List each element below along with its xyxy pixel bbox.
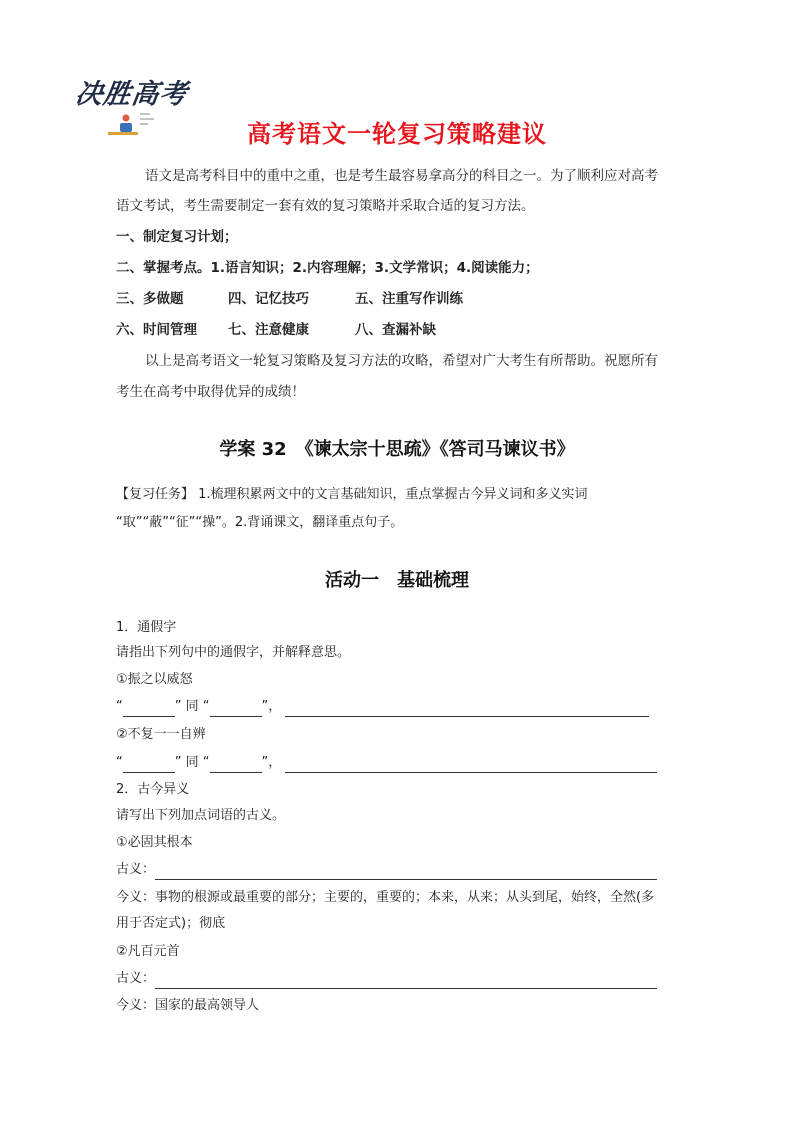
review-task-line1 <box>116 485 588 505</box>
same-as-label: 同 <box>185 755 199 770</box>
answer-row-tongjia-1: “ ” 同 “ ”， <box>116 697 649 717</box>
blank-field[interactable] <box>155 974 657 989</box>
review-task-label: 【复习任务】 <box>116 487 195 502</box>
strategy-item-5: 五、注重写作训练 <box>355 291 463 307</box>
logo-text: 决胜高考 <box>73 79 190 110</box>
blank-field[interactable] <box>210 702 262 717</box>
closing-line1: 以上是高考语文一轮复习策略及复习方法的攻略，希望对广大考生有所帮助。祝愿所有 <box>145 353 658 369</box>
strategy-item-1: 一、制定复习计划； <box>116 229 238 245</box>
answer-row-gujin-2 <box>116 969 657 989</box>
modern-meaning-1-line1: 今义：事物的根源或最重要的部分；主要的，重要的；本来，从来；从头到尾，始终，全然(多 <box>116 890 655 905</box>
intro-paragraph-line2: 语文考试，考生需要制定一套有效的复习策略并采取合适的复习方法。 <box>116 198 535 214</box>
blank-field[interactable] <box>285 702 649 717</box>
blank-field[interactable] <box>285 758 657 773</box>
strategy-item-7: 七、注意健康 <box>228 322 309 338</box>
modern-meaning-1-line2: 用于否定式)；彻底 <box>116 916 226 931</box>
review-task-line2: “取”“蔽”“征”“操”。2.背诵课文，翻译重点句子。 <box>116 515 404 530</box>
blank-field[interactable] <box>155 865 657 880</box>
lesson-title: 学案 32 《谏太宗十思疏》《答司马谏议书》 <box>219 439 575 460</box>
strategy-item-3: 三、多做题 <box>116 291 184 307</box>
closing-line2: 考生在高考中取得优异的成绩！ <box>116 384 305 400</box>
ancient-meaning-label: 古义： <box>116 971 156 986</box>
activity-title: 活动一 基础梳理 <box>325 570 469 591</box>
answer-row-gujin-1 <box>116 860 657 880</box>
blank-field[interactable] <box>123 702 175 717</box>
question-gujin-2: ②凡百元首 <box>116 944 180 959</box>
strategy-item-6: 六、时间管理 <box>116 322 197 338</box>
question-gujin-1: ①必固其根本 <box>116 835 193 850</box>
review-task-text: 1.梳理积累两文中的文言基础知识，重点掌握古今异义词和多义实词 <box>198 487 588 502</box>
strategy-item-2: 二、掌握考点。1.语言知识；2.内容理解；3.文学常识；4.阅读能力； <box>116 260 539 276</box>
modern-meaning-2: 今义：国家的最高领导人 <box>116 998 260 1013</box>
page-title: 高考语文一轮复习策略建议 <box>247 120 547 148</box>
strategy-item-4: 四、记忆技巧 <box>228 291 309 307</box>
section-tongjiazi-instruction: 请指出下列句中的通假字，并解释意思。 <box>116 645 351 660</box>
intro-paragraph-line1: 语文是高考科目中的重中之重，也是考生最容易拿高分的科目之一。为了顺利应对高考 <box>145 168 658 184</box>
ancient-meaning-label: 古义： <box>116 862 156 877</box>
section-gujinyiyi-instruction: 请写出下列加点词语的古义。 <box>116 808 286 823</box>
blank-field[interactable] <box>210 758 262 773</box>
answer-row-tongjia-2: “ ” 同 “ ”， <box>116 753 657 773</box>
same-as-label: 同 <box>185 699 199 714</box>
strategy-item-8: 八、查漏补缺 <box>355 322 436 338</box>
section-tongjiazi-heading: 1．通假字 <box>116 620 177 635</box>
blank-field[interactable] <box>123 758 175 773</box>
question-tongjia-1: ①振之以威怒 <box>116 672 193 687</box>
section-gujinyiyi-heading: 2．古今异义 <box>116 782 190 797</box>
question-tongjia-2: ②不复一一自辨 <box>116 727 206 742</box>
